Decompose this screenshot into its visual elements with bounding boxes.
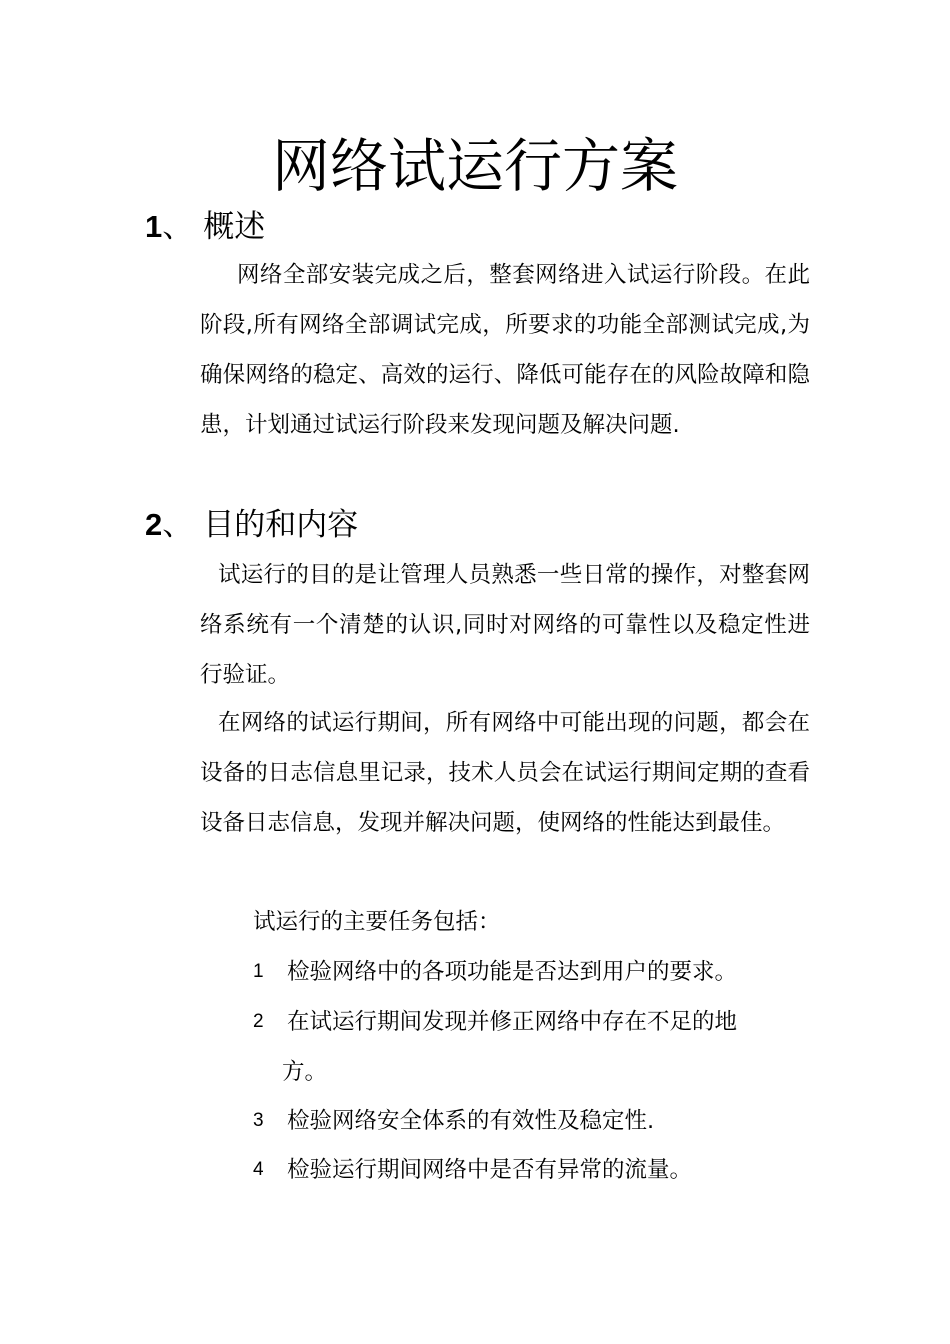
list-item-number: 1 (253, 961, 264, 982)
purpose-paragraph: 试运行的目的是让管理人员熟悉一些日常的操作，对整套网络系统有一个清楚的认识,同时对网络的可靠性以及稳定性进行验证。 (200, 562, 810, 688)
logging-paragraph: 在网络的试运行期间，所有网络中可能出现的问题，都会在设备的日志信息里记录，技术人员会在试运行期间定期的查看设备日志信息，发现并解决问题，使网络的性能达到最佳。 (200, 710, 810, 836)
list-item-number: 3 (253, 1110, 264, 1131)
section-number: 1 (145, 209, 163, 244)
list-item-text: 检验网络中的各项功能是否达到用户的要求。 (287, 959, 738, 985)
section-heading-overview (145, 207, 265, 247)
section-title: 目的和内容 (203, 507, 359, 543)
document-title: 网络试运行方案 (271, 132, 678, 200)
list-item-number: 4 (253, 1159, 264, 1180)
overview-paragraph: 网络全部安装完成之后，整套网络进入试运行阶段。在此阶段,所有网络全部调试完成，所要求的功能全部测试完成,为确保网络的稳定、高效的运行、降低可能存在的风险故障和隐患，计划通过试运行阶段来发现问题及解决问题. (200, 262, 810, 438)
list-item-number: 2 (253, 1011, 264, 1032)
section-title: 概述 (203, 209, 266, 245)
section-separator: 、 (162, 507, 194, 543)
list-item-text: 检验运行期间网络中是否有异常的流量。 (287, 1157, 693, 1183)
task-list-intro: 试运行的主要任务包括： (253, 909, 501, 935)
list-item-text-continuation: 方。 (282, 1059, 328, 1085)
list-item-text: 检验网络安全体系的有效性及稳定性. (287, 1108, 655, 1134)
section-separator: 、 (162, 209, 194, 245)
section-number: 2 (145, 507, 163, 542)
list-item-text: 在试运行期间发现并修正网络中存在不足的地 (287, 1009, 738, 1035)
section-heading-purpose (145, 505, 358, 545)
